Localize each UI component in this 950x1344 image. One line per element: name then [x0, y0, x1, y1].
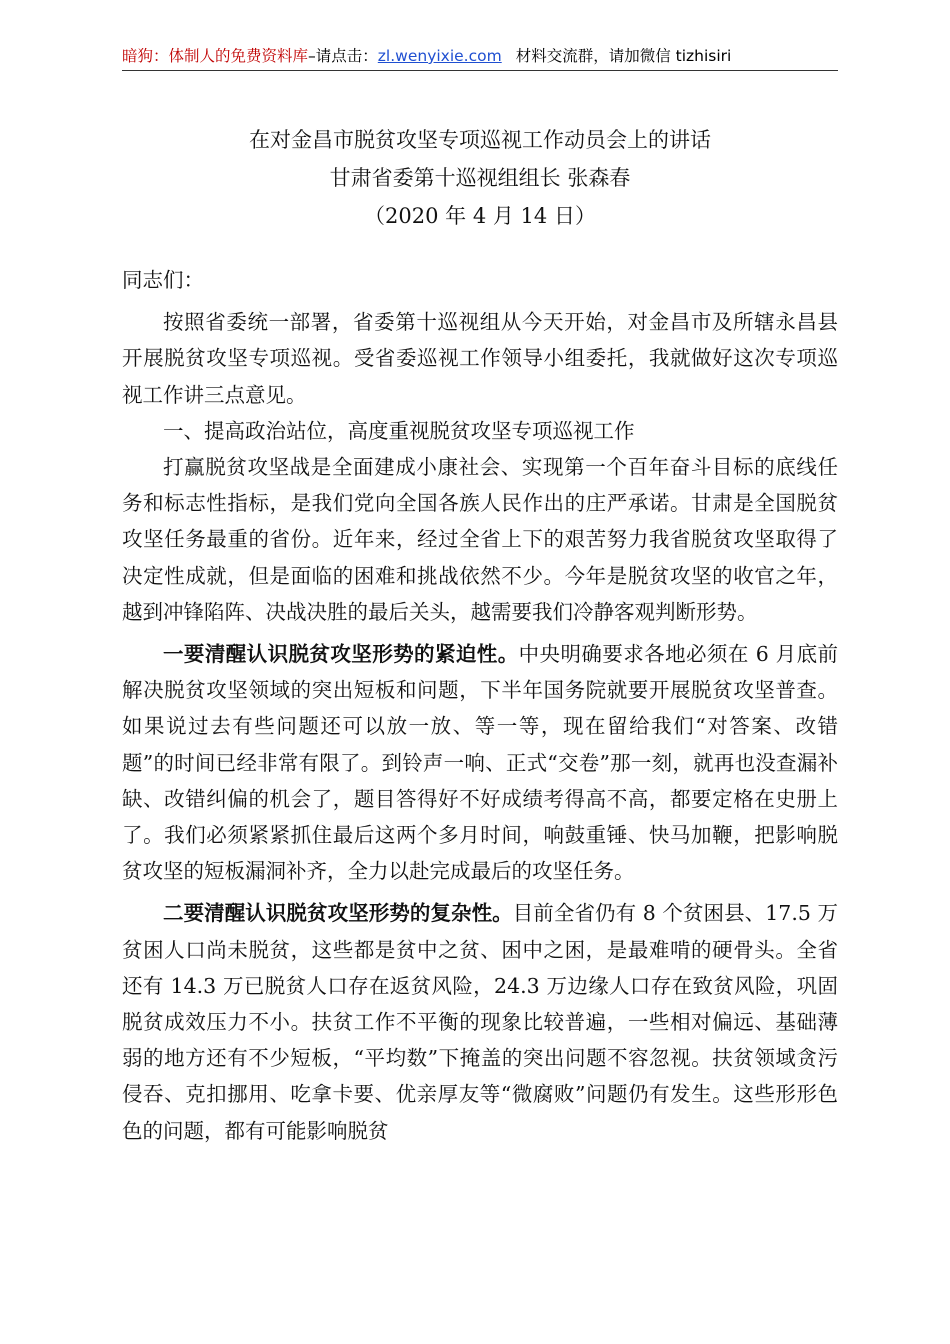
header-divider — [122, 70, 838, 71]
document-body — [122, 262, 838, 1149]
paragraph — [122, 895, 838, 1148]
header-contact: 材料交流群，请加微信 tizhisiri — [515, 47, 732, 65]
header-link[interactable]: zl.wenyixie.com — [377, 47, 502, 65]
section-heading: 一、提高政治站位，高度重视脱贫攻坚专项巡视工作 — [163, 418, 635, 443]
document-title: 在对金昌市脱贫攻坚专项巡视工作动员会上的讲话 — [249, 128, 711, 152]
paragraph: 打赢脱贫攻坚战是全面建成小康社会、实现第一个百年奋斗目标的底线任务和标志性指标，是我们党向全国各族人民作出的庄严承诺。甘肃是全国脱贫攻坚任务最重的省份。近年来，经过全省上下的艰苦努力我省脱贫攻坚取得了决定性成就，但是面临的困难和挑战依然不少。今年是脱贫攻坚的收官之年，越到冲锋陷阵、决战决胜的最后关头，越需要我们冷静客观判断形势。 — [122, 455, 838, 624]
paragraph-lead: 二要清醒认识脱贫攻坚形势的复杂性。 — [163, 901, 513, 926]
paragraph-lead: 一要清醒认识脱贫攻坚形势的紧迫性。 — [163, 642, 519, 667]
page-header — [122, 44, 838, 72]
header-prompt: –请点击： — [308, 47, 378, 65]
paragraph: 按照省委统一部署，省委第十巡视组从今天开始，对金昌市及所辖永昌县开展脱贫攻坚专项巡视。受省委巡视工作领导小组委托，我就做好这次专项巡视工作讲三点意见。 — [122, 310, 838, 407]
salutation: 同志们： — [122, 268, 204, 292]
paragraph — [122, 636, 838, 889]
document-date: （2020 年 4 月 14 日） — [364, 204, 596, 228]
paragraph-text: 目前全省仍有 8 个贫困县、17.5 万贫困人口尚未脱贫，这些都是贫中之贫、困中之困，是最难啃的硬骨头。全省还有 14.3 万已脱贫人口存在返贫风险，24.3 万边缘人口存在致贫风险，巩固脱贫成效压力不小。扶贫工作不平衡的现象比较普遍，一些相对偏远、基础薄弱的地方还有不少短板，“平均数”下掩盖的突出问题不容忽视。扶贫领域贪污侵吞、克扣挪用、吃拿卡要、优亲厚友等“微腐败”问题仍有发生。这些形形色色的问题，都有可能影响脱贫 — [122, 901, 838, 1143]
document-speaker: 甘肃省委第十巡视组组长 张森春 — [329, 166, 631, 190]
header-brand: 暗狗：体制人的免费资料库 — [122, 47, 309, 65]
paragraph-text: 中央明确要求各地必须在 6 月底前解决脱贫攻坚领域的突出短板和问题，下半年国务院就要开展脱贫攻坚普查。如果说过去有些问题还可以放一放、等一等，现在留给我们“对答案、改错题”的时间已经非常有限了。到铃声一响、正式“交卷”那一刻，就再也没查漏补缺、改错纠偏的机会了，题目答得好不好成绩考得高不高，都要定格在史册上了。我们必须紧紧抓住最后这两个多月时间，响鼓重锤、快马加鞭，把影响脱贫攻坚的短板漏洞补齐，全力以赴完成最后的攻坚任务。 — [122, 642, 839, 884]
